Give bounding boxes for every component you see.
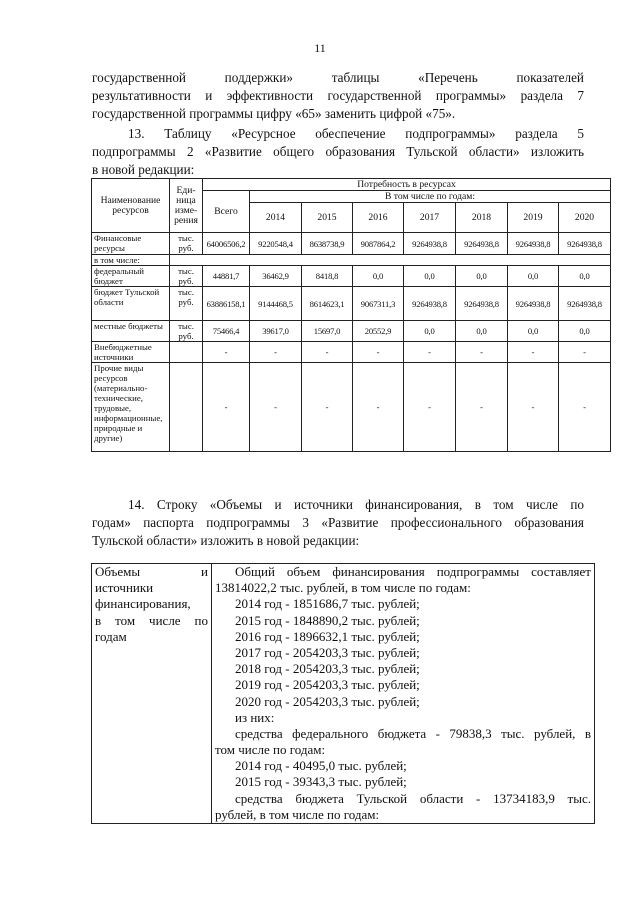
table-row — [92, 342, 611, 363]
table-row — [92, 321, 611, 342]
header-unit: Еди- ница изме- рения — [170, 179, 203, 233]
text-line: государственной поддержки» таблицы «Перечень показателей — [92, 70, 584, 85]
value-cell: - — [508, 342, 559, 363]
value-cell: 39617,0 — [250, 321, 302, 342]
label-line: годам — [95, 628, 127, 644]
table-row — [92, 255, 611, 266]
row-name: бюджет Тульской области — [92, 287, 170, 321]
value-cell: - — [559, 342, 611, 363]
value-cell: - — [404, 363, 456, 452]
value-cell: 36462,9 — [250, 266, 302, 287]
row-unit — [170, 363, 203, 452]
page-number: 11 — [314, 41, 326, 55]
table-row — [92, 266, 611, 287]
value-cell: 0,0 — [559, 321, 611, 342]
text-line: Тульской области» изложить в новой редакции: — [92, 533, 360, 548]
content-line: 2016 год - 1896632,1 тыс. рублей; — [235, 628, 420, 644]
value-cell: 9067311,3 — [353, 287, 404, 321]
text-line: 13. Таблицу «Ресурсное обеспечение подпрограммы» раздела 5 — [128, 126, 584, 141]
row-name: местные бюджеты — [92, 321, 170, 342]
table-row — [92, 233, 611, 255]
header-year: 2017 — [404, 203, 456, 233]
value-cell: 0,0 — [404, 266, 456, 287]
row-unit: тыс. руб. — [170, 287, 203, 321]
table-row — [92, 363, 611, 452]
finance-label-cell — [92, 564, 212, 824]
row-name: федеральный бюджет — [92, 266, 170, 287]
text-line: 14. Строку «Объемы и источники финансирования, в том числе по — [128, 497, 584, 512]
paragraph-13 — [92, 125, 584, 179]
content-line: 2015 год - 1848890,2 тыс. рублей; — [235, 612, 420, 628]
content-line: из них: — [235, 709, 275, 725]
paragraph-14 — [92, 496, 584, 550]
header-year: 2015 — [302, 203, 353, 233]
header-name: Наименование ресурсов — [92, 179, 170, 233]
value-cell: - — [302, 342, 353, 363]
row-name: Финансовые ресурсы — [92, 233, 170, 255]
content-line: средства бюджета Тульской области - 13734183,9 тыс. — [235, 790, 591, 806]
value-cell: 9264938,8 — [559, 287, 611, 321]
content-line: 13814022,2 тыс. рублей, в том числе по годам: — [215, 580, 471, 596]
content-line: 2020 год - 2054203,3 тыс. рублей; — [235, 693, 420, 709]
label-line: финансирования, — [95, 596, 191, 612]
value-cell: - — [353, 363, 404, 452]
row-unit: тыс. руб. — [170, 266, 203, 287]
table-row — [92, 287, 611, 321]
value-cell: 9264938,8 — [404, 233, 456, 255]
text-line: годам» паспорта подпрограммы 3 «Развитие профессионального образования — [92, 515, 584, 530]
header-need: Потребность в ресурсах — [203, 179, 611, 191]
value-cell: 63886158,1 — [203, 287, 250, 321]
value-cell: 9144468,5 — [250, 287, 302, 321]
header-total: Всего — [203, 191, 250, 233]
content-line: Общий объем финансирования подпрограммы составляет — [235, 564, 591, 579]
value-cell: - — [203, 342, 250, 363]
value-cell: 8614623,1 — [302, 287, 353, 321]
value-cell: - — [250, 363, 302, 452]
value-cell: - — [404, 342, 456, 363]
value-cell: 64006506,2 — [203, 233, 250, 255]
content-line: 2019 год - 2054203,3 тыс. рублей; — [235, 677, 420, 693]
value-cell: 8638738,9 — [302, 233, 353, 255]
empty-cell — [170, 255, 611, 266]
value-cell: 8418,8 — [302, 266, 353, 287]
text-line: подпрограммы 2 «Развитие общего образования Тульской области» изложить — [92, 144, 584, 159]
value-cell: 0,0 — [456, 266, 508, 287]
value-cell: 0,0 — [508, 321, 559, 342]
content-line: рублей, в том числе по годам: — [215, 806, 380, 822]
content-line: 2014 год - 1851686,7 тыс. рублей; — [235, 596, 420, 612]
value-cell: - — [456, 342, 508, 363]
value-cell: 0,0 — [353, 266, 404, 287]
value-cell: - — [203, 363, 250, 452]
resource-table-body — [92, 233, 611, 452]
label-line: источники — [95, 580, 154, 596]
value-cell: - — [353, 342, 404, 363]
content-line: том числе по годам: — [215, 742, 326, 758]
value-cell: 9264938,8 — [508, 233, 559, 255]
value-cell: 0,0 — [508, 266, 559, 287]
value-cell: - — [508, 363, 559, 452]
value-cell: 0,0 — [456, 321, 508, 342]
value-cell: 15697,0 — [302, 321, 353, 342]
value-cell: - — [456, 363, 508, 452]
value-cell: 9264938,8 — [508, 287, 559, 321]
value-cell: 9220548,4 — [250, 233, 302, 255]
value-cell: 44881,7 — [203, 266, 250, 287]
value-cell: - — [302, 363, 353, 452]
text-line: государственной программы цифру «65» заменить цифрой «75». — [92, 106, 456, 121]
value-cell: - — [250, 342, 302, 363]
row-unit: тыс. руб. — [170, 321, 203, 342]
value-cell: 9264938,8 — [404, 287, 456, 321]
value-cell: 75466,4 — [203, 321, 250, 342]
finance-content-cell — [212, 564, 595, 824]
content-line: 2015 год - 39343,3 тыс. рублей; — [235, 774, 407, 790]
header-year: 2019 — [508, 203, 559, 233]
row-name: в том числе: — [92, 255, 170, 266]
value-cell: 9264938,8 — [559, 233, 611, 255]
value-cell: 9264938,8 — [456, 287, 508, 321]
value-cell: 0,0 — [404, 321, 456, 342]
row-name: Прочие виды ресурсов (материально-технические, трудовые, информационные, природные и другие) — [92, 363, 170, 452]
content-line: 2018 год - 2054203,3 тыс. рублей; — [235, 661, 420, 677]
header-by-years: В том числе по годам: — [250, 191, 611, 203]
value-cell: 9087864,2 — [353, 233, 404, 255]
text-line: результативности и эффективности государственной программы» раздела 7 — [92, 88, 584, 103]
resource-table — [91, 178, 611, 452]
label-line: Объемы и — [95, 564, 208, 579]
label-line: в том числе по — [95, 612, 208, 628]
value-cell: 0,0 — [559, 266, 611, 287]
content-line: средства федерального бюджета - 79838,3 тыс. рублей, в — [235, 725, 591, 741]
value-cell: 9264938,8 — [456, 233, 508, 255]
header-year: 2020 — [559, 203, 611, 233]
paragraph-top — [92, 69, 584, 123]
value-cell: 20552,9 — [353, 321, 404, 342]
finance-table — [91, 563, 595, 824]
header-year: 2014 — [250, 203, 302, 233]
row-name: Внебюджетные источники — [92, 342, 170, 363]
value-cell: - — [559, 363, 611, 452]
text-line: в новой редакции: — [92, 162, 195, 177]
content-line: 2017 год - 2054203,3 тыс. рублей; — [235, 644, 420, 660]
row-unit: тыс. руб. — [170, 233, 203, 255]
header-year: 2018 — [456, 203, 508, 233]
header-year: 2016 — [353, 203, 404, 233]
content-line: 2014 год - 40495,0 тыс. рублей; — [235, 758, 407, 774]
row-unit — [170, 342, 203, 363]
